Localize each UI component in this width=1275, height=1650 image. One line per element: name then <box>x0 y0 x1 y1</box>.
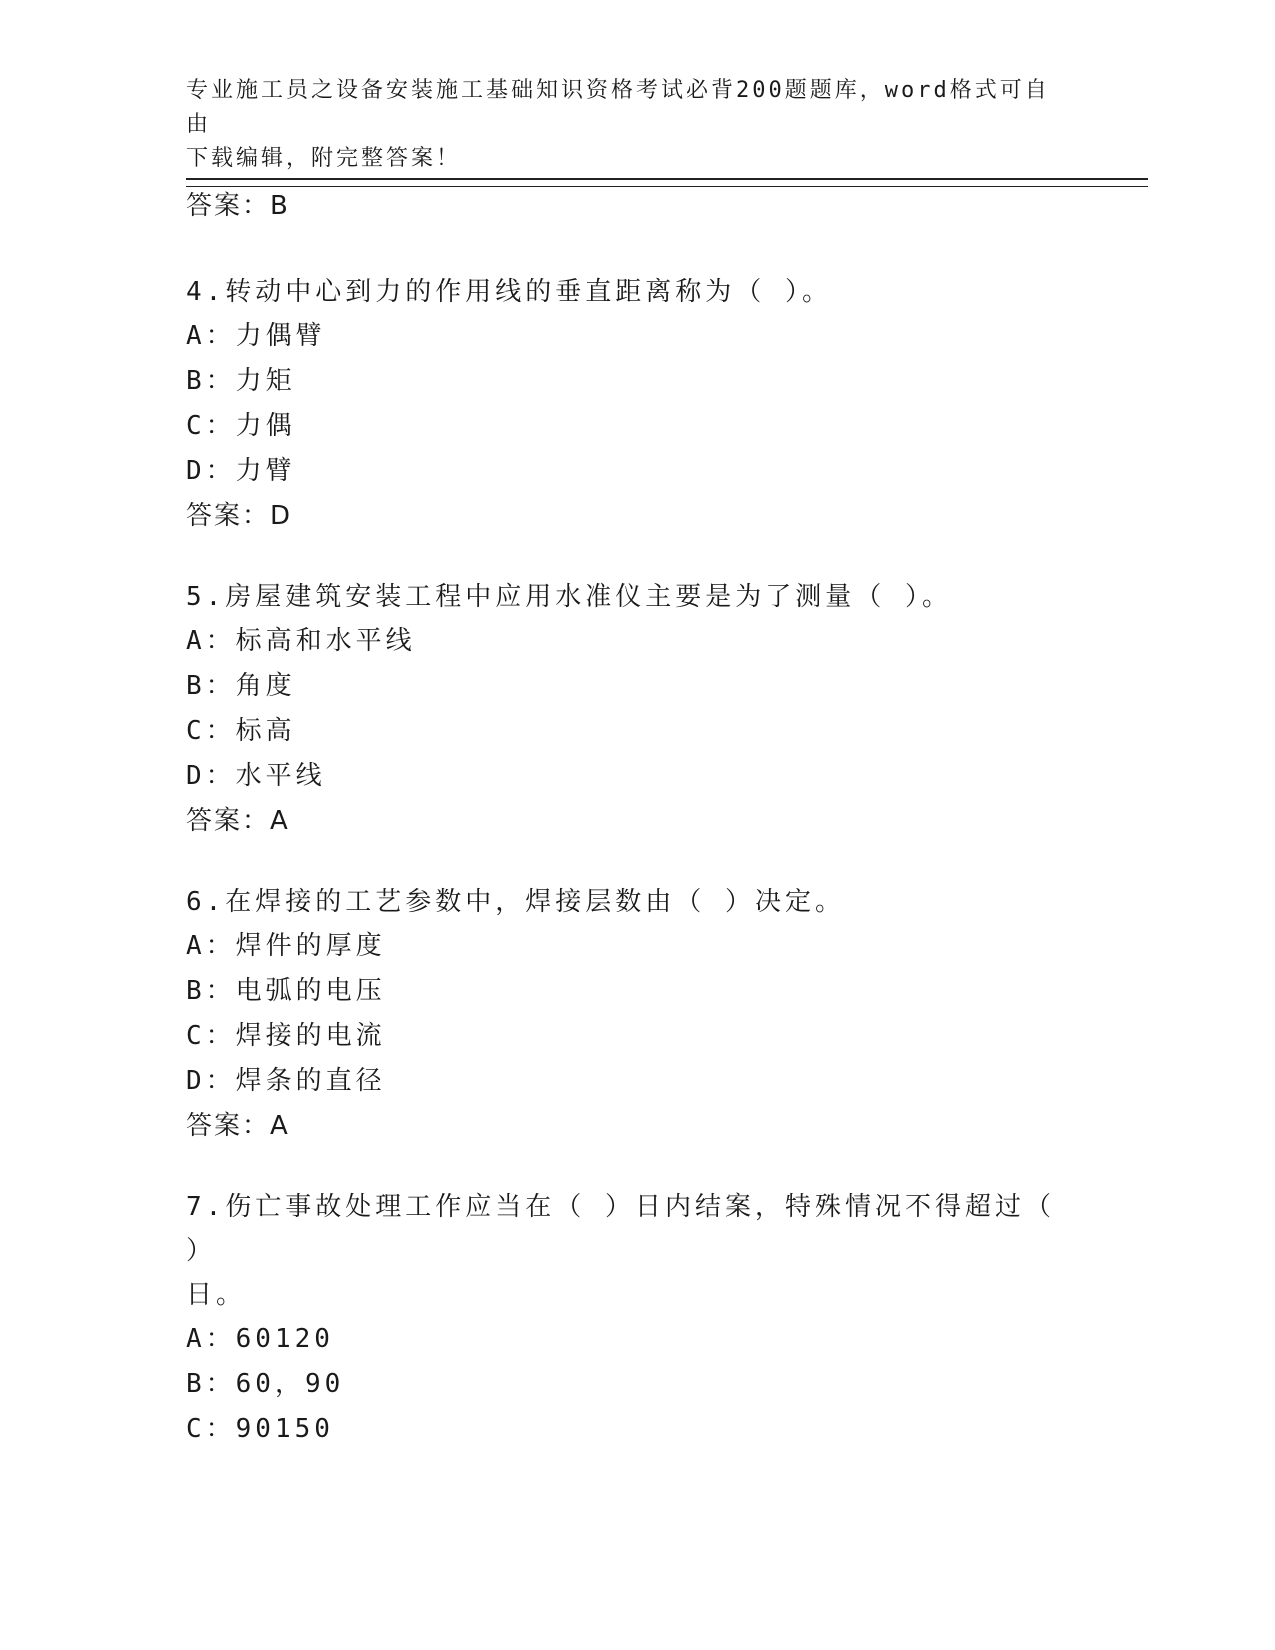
option-a: A：标高和水平线 <box>186 626 416 656</box>
question-text-line-1: 7.伤亡事故处理工作应当在（ ）日内结案，特殊情况不得超过（ ） <box>186 1192 1055 1266</box>
question-text: 5.房屋建筑安装工程中应用水准仪主要是为了测量（ ）。 <box>186 582 952 612</box>
answer-line: 答案：A <box>186 1111 290 1141</box>
question-5 <box>186 575 1086 844</box>
option-b: B：力矩 <box>186 366 296 396</box>
question-7 <box>186 1185 1086 1452</box>
answer-line: 答案：A <box>186 806 290 836</box>
option-c: C：焊接的电流 <box>186 1021 386 1051</box>
option-a: A：焊件的厚度 <box>186 931 386 961</box>
question-text-line-2: 日。 <box>186 1280 247 1310</box>
option-c: C：标高 <box>186 716 296 746</box>
question-text: 6.在焊接的工艺参数中，焊接层数由（ ）决定。 <box>186 887 845 917</box>
question-4 <box>186 270 1086 539</box>
document-header <box>186 74 1066 176</box>
option-c: C：90150 <box>186 1414 334 1444</box>
option-d: D：焊条的直径 <box>186 1066 386 1096</box>
previous-answer-block <box>186 184 1086 229</box>
option-b: B：角度 <box>186 671 296 701</box>
option-b: B：60，90 <box>186 1369 345 1399</box>
option-a: A：力偶臂 <box>186 321 326 351</box>
question-6 <box>186 880 1086 1149</box>
header-title-line-2: 下载编辑，附完整答案！ <box>186 146 462 171</box>
question-text: 4.转动中心到力的作用线的垂直距离称为（ ）。 <box>186 277 832 307</box>
option-d: D：水平线 <box>186 761 326 791</box>
option-a: A：60120 <box>186 1324 334 1354</box>
option-d: D：力臂 <box>186 456 296 486</box>
option-c: C：力偶 <box>186 411 296 441</box>
answer-line: 答案：D <box>186 501 293 531</box>
header-title-line-1: 专业施工员之设备安装施工基础知识资格考试必背200题题库，word格式可自由 <box>186 78 1050 137</box>
option-b: B：电弧的电压 <box>186 976 386 1006</box>
answer-line: 答案：B <box>186 191 290 221</box>
